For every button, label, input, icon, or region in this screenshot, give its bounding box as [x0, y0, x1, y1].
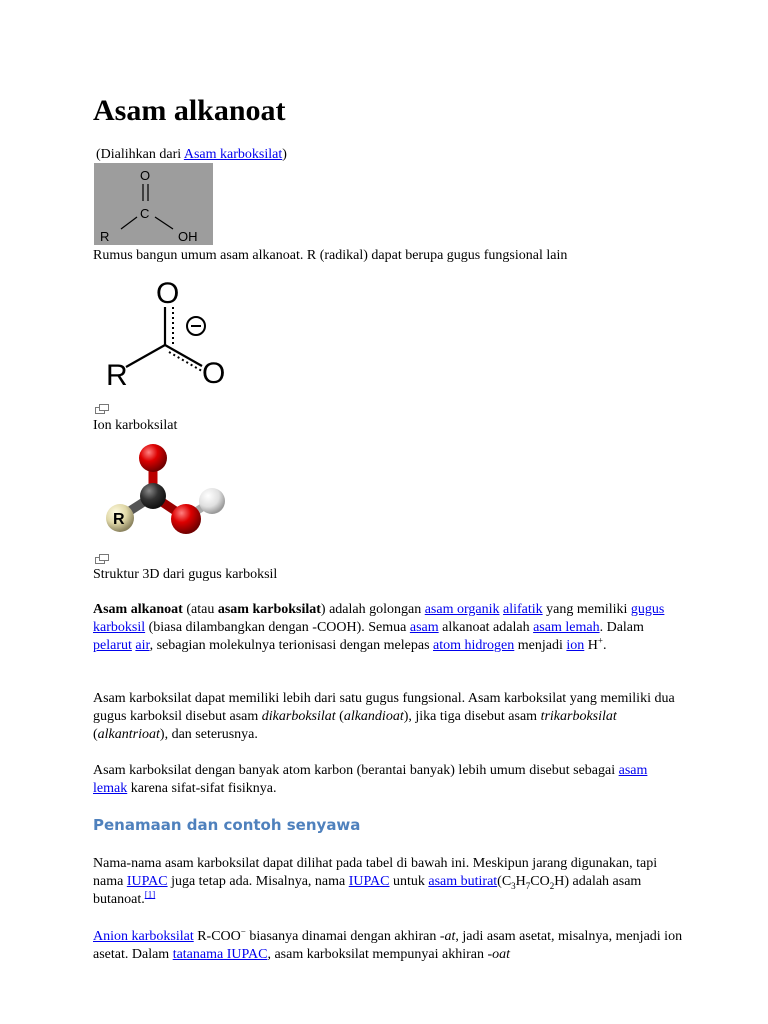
hydrogen-atom	[199, 488, 225, 514]
link-atom-hidrogen[interactable]: atom hidrogen	[433, 638, 515, 653]
paragraph-definition: Asam alkanoat (atau asam karboksilat) adalah golongan asam organik alifatik yang memiliki gugus karboksil (biasa dilambangkan dengan -COOH). Semua asam alkanoat adalah asam lemah. Dalam pelarut air, sebagian molekulnya terionisasi dengan melepas atom hidrogen menjadi ion H+.	[93, 602, 665, 653]
section-heading: Penamaan dan contoh senyawa	[93, 816, 361, 834]
link-asam-lemak[interactable]: asam lemak	[93, 763, 648, 796]
oxygen-atom	[139, 444, 167, 472]
reference-link[interactable]: [1]	[144, 889, 156, 900]
page-title: Asam alkanoat	[93, 94, 286, 127]
figure1-caption: Rumus bangun umum asam alkanoat. R (radikal) dapat berupa gugus fungsional lain	[93, 248, 568, 263]
structure-r-label: R	[100, 229, 110, 244]
ion-r-label: R	[106, 359, 128, 392]
link-asam-butirat[interactable]: asam butirat	[428, 874, 498, 889]
magnify-icon[interactable]	[95, 404, 109, 414]
paragraph-naming: Nama-nama asam karboksilat dapat dilihat pada tabel di bawah ini. Meskipun jarang digunakan, tapi nama IUPAC juga tetap ada. Misalnya, nama IUPAC untuk asam $butirat(C_3H_7CO_2H)$ adalah asam butanoat.[1]	[93, 856, 658, 907]
link-tatanama-iupac[interactable]: tatanama IUPAC	[172, 947, 268, 962]
link-ion[interactable]: ion	[566, 638, 585, 653]
paragraph-multiple-groups: Asam karboksilat dapat memiliki lebih dari satu gugus fungsional. Asam karboksilat yang memiliki dua gugus karboksil disebut asam dikarboksilat (alkandioat), jika tiga disebut asam trikarboksilat (alkantrioat), dan seterusnya.	[93, 691, 675, 742]
structure-oh-label: OH	[178, 229, 198, 244]
link-asam-lemah[interactable]: asam lemah	[533, 620, 600, 635]
link-iupac[interactable]: IUPAC	[348, 874, 390, 889]
magnify-icon[interactable]	[95, 554, 109, 564]
redirect-suffix: )	[282, 147, 287, 162]
link-asam[interactable]: asam	[409, 620, 439, 635]
link-anion-karboksilat[interactable]: Anion karboksilat	[93, 929, 194, 944]
ion-o-right-label: O	[202, 357, 226, 390]
link-air[interactable]: air	[135, 638, 150, 653]
carbon-atom	[140, 483, 166, 509]
figure2-caption: Ion karboksilat	[93, 418, 178, 433]
redirect-prefix: (Dialihkan dari	[96, 147, 184, 162]
paragraph-fatty-acids: Asam karboksilat dengan banyak atom karbon (berantai banyak) lebih umum disebut sebagai asam lemak karena sifat-sifat fisiknya.	[93, 763, 648, 796]
model-r-label: R	[113, 511, 125, 528]
carboxylate-ion-image[interactable]	[98, 275, 238, 393]
figure3-caption: Struktur 3D dari gugus karboksil	[93, 567, 278, 582]
link-alifatik[interactable]: alifatik	[503, 602, 543, 617]
oxygen-atom	[171, 504, 201, 534]
link-iupac[interactable]: IUPAC	[126, 874, 168, 889]
structure-c-label: C	[140, 206, 150, 221]
link-pelarut[interactable]: pelarut	[93, 638, 132, 653]
bold-term: Asam alkanoat	[93, 602, 183, 617]
carboxyl-3d-model-image[interactable]	[98, 438, 238, 543]
link-asam-organik[interactable]: asam organik	[424, 602, 500, 617]
ion-o-top-label: O	[156, 277, 180, 310]
link-gugus[interactable]: gugus	[630, 602, 665, 617]
bold-term: asam karboksilat	[217, 602, 321, 617]
paragraph-anion: Anion karboksilat R-COO− biasanya dinamai dengan akhiran -at, jadi asam asetat, misalnya, menjadi ion asetat. Dalam tatanama IUPAC, asam karboksilat mempunyai akhiran -oat	[93, 926, 683, 962]
redirect-link[interactable]: Asam karboksilat	[183, 147, 283, 162]
general-structure-image[interactable]	[94, 163, 213, 245]
link-karboksil[interactable]: karboksil	[93, 620, 146, 635]
redirect-note	[96, 146, 287, 164]
structure-o-label: O	[140, 168, 151, 183]
